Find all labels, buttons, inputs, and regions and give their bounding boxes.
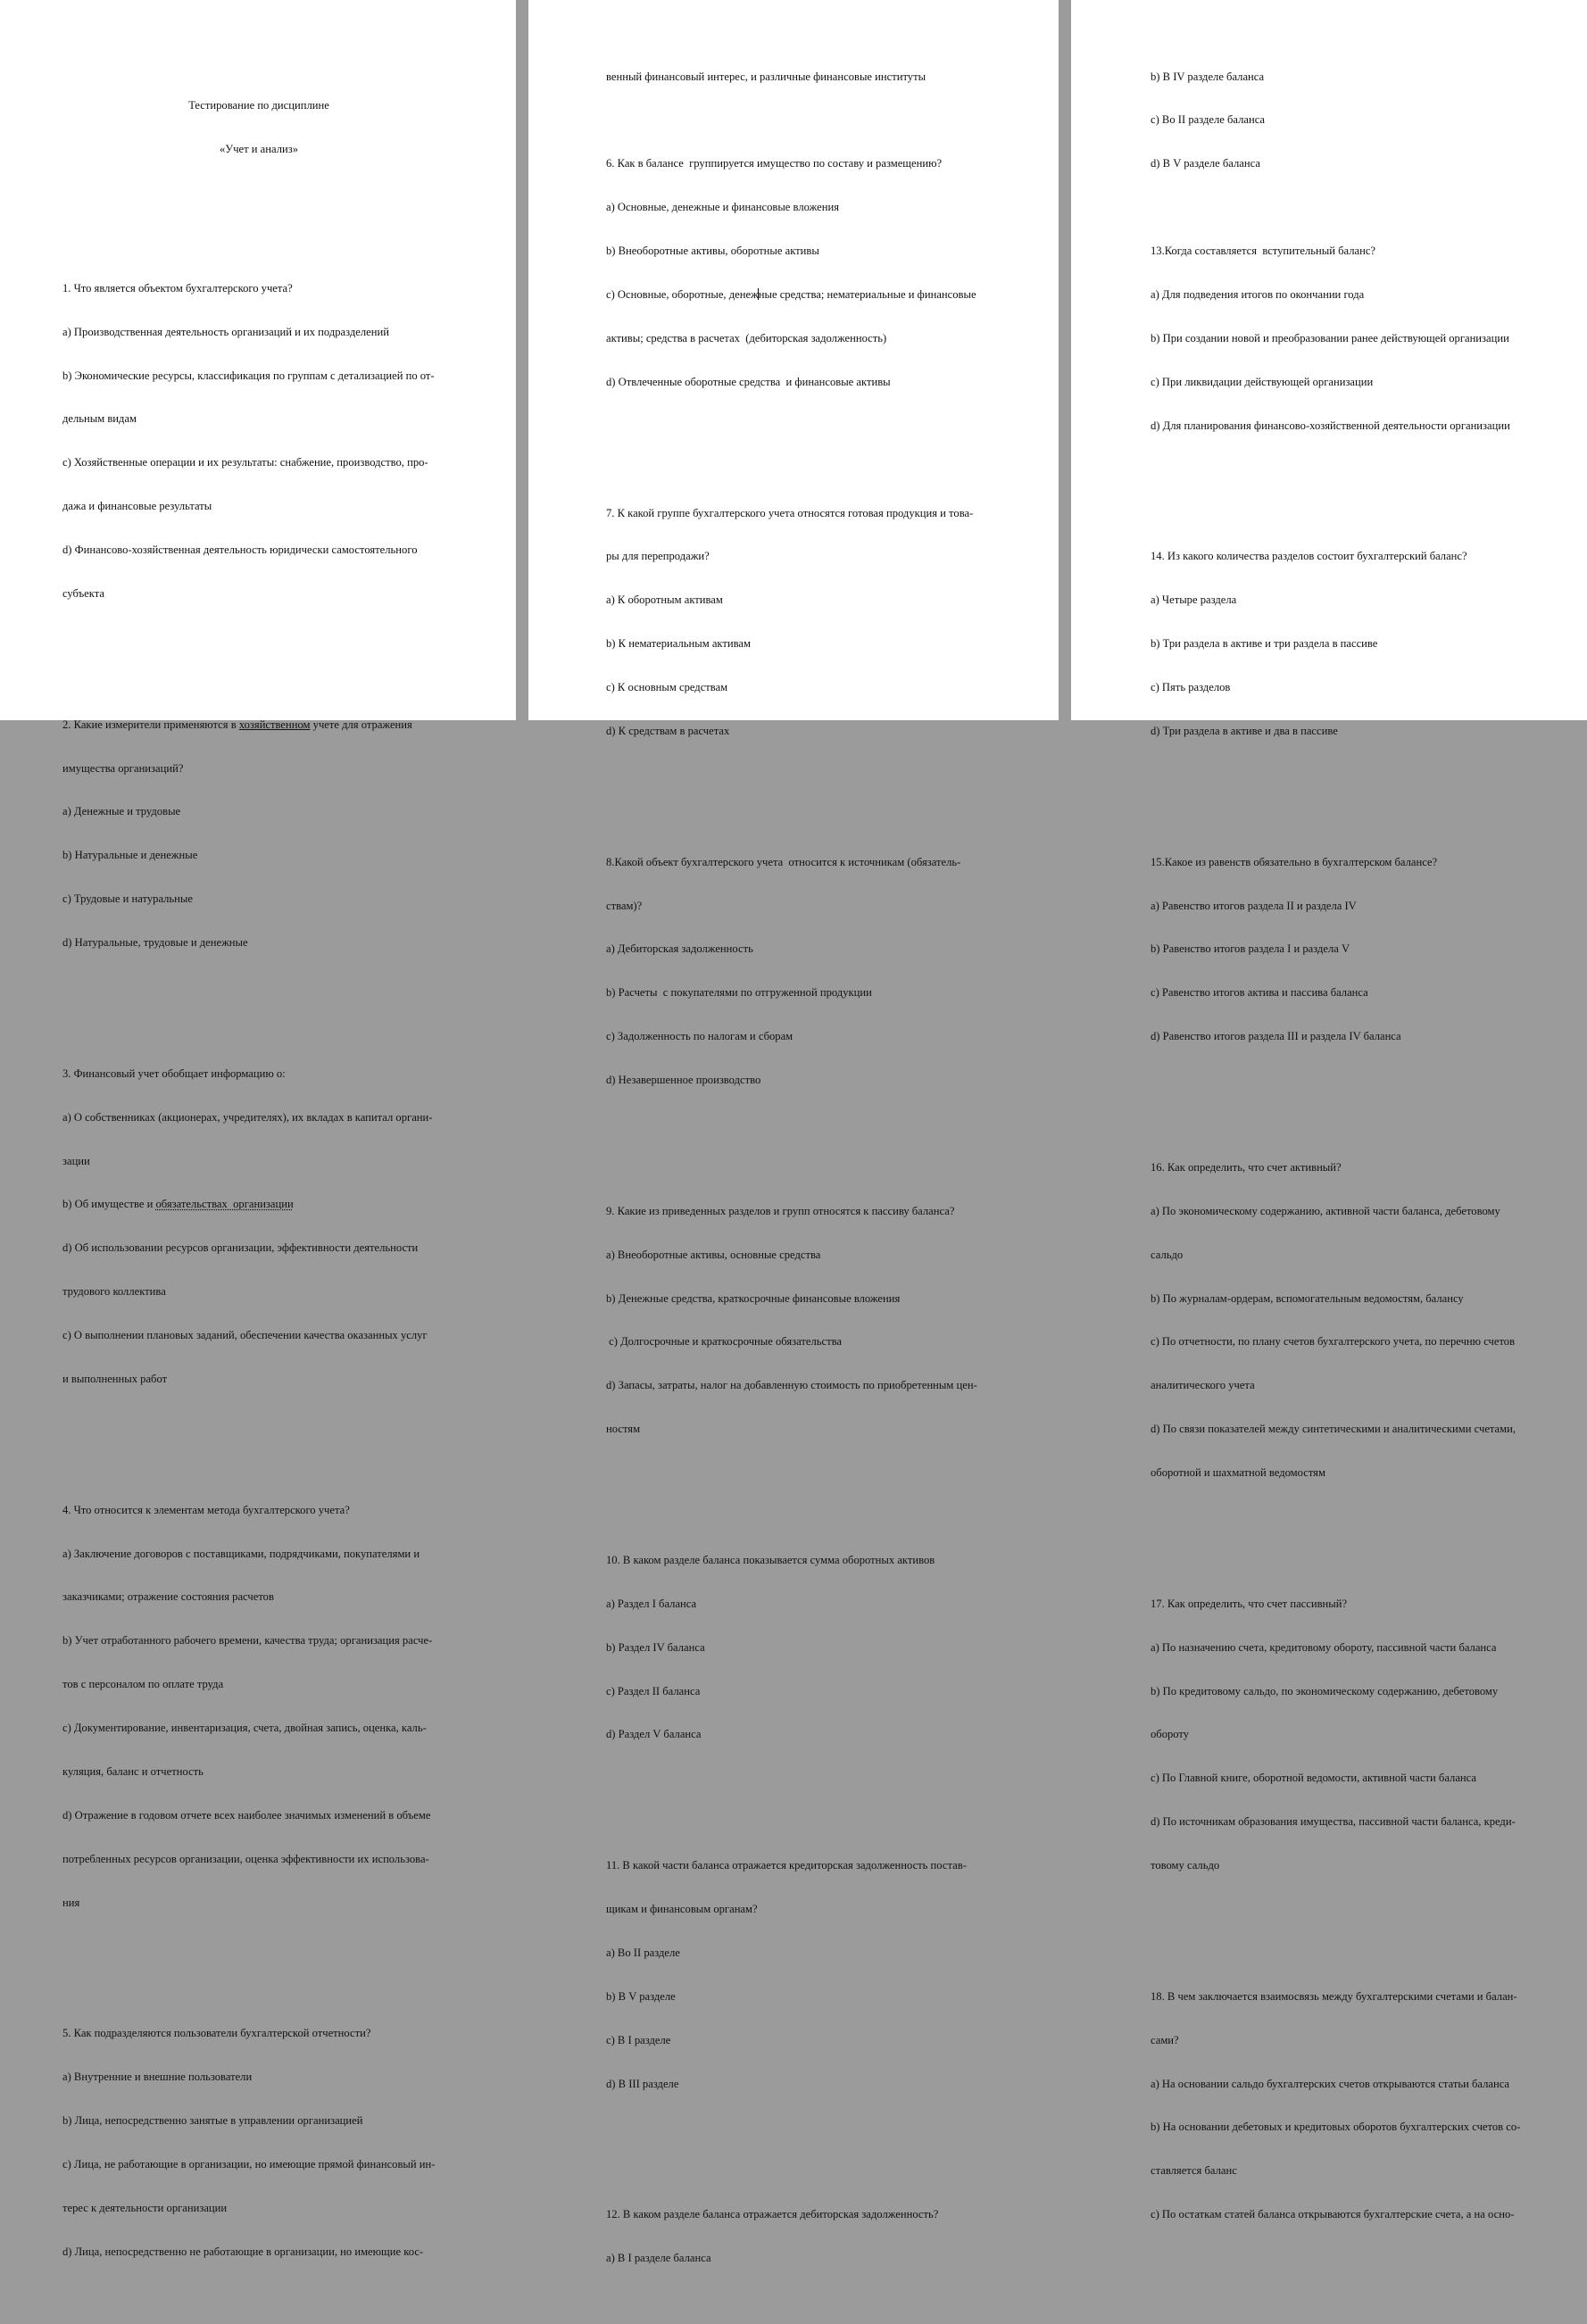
option-b: b) На основании дебетовых и кредитовых оборотов бухгалтерских счетов со- xyxy=(1151,2121,1521,2134)
option-c: c) Пять разделов xyxy=(1151,681,1231,694)
question-text-cont: имущества организаций? xyxy=(62,761,184,775)
question-18 xyxy=(1151,1960,1520,2251)
option-a: а) О собственниках (акционерах, учредителях), их вкладах в капитал органи- xyxy=(62,1110,433,1124)
question-7 xyxy=(606,477,977,768)
option-b-cont: тов с персоналом по оплате труда xyxy=(62,1678,224,1691)
question-1 xyxy=(62,252,455,630)
continued-text: венный финансовый интерес, и различные финансовые институты xyxy=(606,70,926,83)
question-2 xyxy=(62,688,455,979)
option-a: а) Денежные и трудовые xyxy=(62,805,181,818)
underlined-phrase: обязательствах организации xyxy=(155,1198,294,1211)
option-d: d) Равенство итогов раздела III и раздела IV баланса xyxy=(1151,1030,1401,1043)
option-d: d) В V разделе баланса xyxy=(1151,157,1260,170)
option-c: c) По Главной книге, оборотной ведомости, активной части баланса xyxy=(1151,1772,1476,1785)
option-a: а) На основании сальдо бухгалтерских счетов открываются статьи баланса xyxy=(1151,2077,1510,2090)
question-8 xyxy=(606,826,977,1116)
option-b: b) В IV разделе баланса xyxy=(1151,70,1265,83)
option-d: d) Три раздела в активе и два в пассиве xyxy=(1151,724,1338,737)
option-c: c) Раздел II баланса xyxy=(606,1684,701,1697)
option-a: а) К оборотным активам xyxy=(606,593,723,607)
option-d: d) Для планирования финансово-хозяйственной деятельности организации xyxy=(1151,419,1510,432)
option-a: а) Внутренние и внешние пользователи xyxy=(62,2071,253,2084)
page-1-content xyxy=(62,40,455,2317)
option-c: c) Документирование, инвентаризация, счета, двойная запись, оценка, каль- xyxy=(62,1722,427,1735)
document-page-1 xyxy=(0,0,516,2258)
option-b: b) Раздел IV баланса xyxy=(606,1640,705,1654)
option-c: c) Равенство итогов актива и пассива баланса xyxy=(1151,986,1368,1000)
option-d-cont: потребленных ресурсов организации, оценка эффективности их использова- xyxy=(62,1852,429,1865)
option-d: d) По источникам образования имущества, пассивной части баланса, креди- xyxy=(1151,1815,1516,1829)
question-6 xyxy=(606,128,977,419)
document-title xyxy=(62,70,455,186)
option-b: b) При создании новой и преобразовании ранее действующей организации xyxy=(1151,331,1509,344)
option-b: b) Учет отработанного рабочего времени, качества труда; организация расче- xyxy=(62,1634,433,1648)
option-a-cont: заказчиками; отражение состояния расчетов xyxy=(62,1590,274,1604)
option-d: d) К средствам в расчетах xyxy=(606,724,730,737)
question-17 xyxy=(1151,1567,1520,1902)
option-d: d) Отражение в годовом отчете всех наиболее значимых изменений в объеме xyxy=(62,1808,431,1822)
option-c: c) Трудовые и натуральные xyxy=(62,892,193,906)
option-d: d) Запасы, затраты, налог на добавленную стоимость по приобретенным цен- xyxy=(606,1379,977,1392)
option-d-cont: трудового коллектива xyxy=(62,1285,166,1299)
question-text-cont: ствам)? xyxy=(606,899,643,912)
option-d-cont: оборотной и шахматной ведомостям xyxy=(1151,1466,1325,1480)
option-c: c) В I разделе xyxy=(606,2033,671,2046)
question-13 xyxy=(1151,215,1520,462)
option-c-cont: дажа и финансовые результаты xyxy=(62,500,212,513)
option-a-cont: сальдо xyxy=(1151,1248,1184,1261)
underlined-word: хозяйственном xyxy=(238,718,311,731)
question-text-cont: сами? xyxy=(1151,2033,1179,2046)
option-a: а) В I разделе баланса xyxy=(606,2252,711,2265)
question-9 xyxy=(606,1174,977,1465)
option-a: а) Равенство итогов раздела II и раздела IV xyxy=(1151,899,1357,912)
option-d: d) Отвлеченные оборотные средства и финансовые активы xyxy=(606,375,891,388)
option-b: b) Лица, непосредственно занятые в управлении организацией xyxy=(62,2114,363,2128)
option-c: c) По остаткам статей баланса открываются бухгалтерские счета, а на осно- xyxy=(1151,2208,1515,2221)
option-c-cont: куляция, баланс и отчетность xyxy=(62,1765,204,1779)
option-d: d) По связи показателей между синтетическими и аналитическими счетами, xyxy=(1151,1423,1516,1436)
option-c-cont: аналитического учета xyxy=(1151,1379,1255,1392)
option-a: а) По экономическому содержанию, активной части баланса, дебетовому xyxy=(1151,1204,1500,1217)
option-b: b) Расчеты с покупателями по отгруженной продукции xyxy=(606,986,872,1000)
question-5 xyxy=(62,1997,455,2288)
option-b: b) Равенство итогов раздела I и раздела V xyxy=(1151,942,1350,956)
option-c: c) Хозяйственные операции и их результаты: снабжение, производство, про- xyxy=(62,456,428,469)
question-10 xyxy=(606,1523,977,1771)
question-text: 8.Какой объект бухгалтерского учета относится к источникам (обязатель- xyxy=(606,855,961,868)
option-b: b) К нематериальным активам xyxy=(606,637,751,651)
question-text: 10. В каком разделе баланса показывается сумма оборотных активов xyxy=(606,1553,935,1566)
document-page-3 xyxy=(1071,0,1587,2221)
option-c: c) Лица, не работающие в организации, но имеющие прямой финансовый ин- xyxy=(62,2158,436,2171)
question-text-cont: щикам и финансовым органам? xyxy=(606,1903,758,1915)
option-b: b) Три раздела в активе и три раздела в пассиве xyxy=(1151,637,1378,651)
option-c: c) К основным средствам xyxy=(606,681,728,694)
question-4 xyxy=(62,1473,455,1939)
option-b: b) По журналам-ордерам, вспомогательным ведомостям, балансу xyxy=(1151,1291,1464,1305)
option-d-cont: ния xyxy=(62,1896,80,1909)
title-line-1: Тестирование по дисциплине xyxy=(188,99,329,112)
question-text: 14. Из какого количества разделов состоит бухгалтерский баланс? xyxy=(1151,550,1467,563)
option-c: c) О выполнении плановых заданий, обеспечении качества оказанных услуг xyxy=(62,1329,428,1342)
option-b: b) Натуральные и денежные xyxy=(62,849,198,862)
option-b: b) Денежные средства, краткосрочные финансовые вложения xyxy=(606,1291,901,1305)
option-b-cont: обороту xyxy=(1151,1728,1190,1741)
question-12 xyxy=(606,2179,977,2295)
option-d-cont: ностям xyxy=(606,1423,641,1436)
option-d: d) Раздел V баланса xyxy=(606,1728,702,1741)
option-d-cont: субъекта xyxy=(62,586,104,600)
option-c: c) Во II разделе баланса xyxy=(1151,113,1266,127)
option-text-part: ные средства; нематериальные и финансовые xyxy=(758,288,976,302)
option-d: d) Об использовании ресурсов организации, эффективности деятельности xyxy=(62,1241,419,1255)
option-b-cont: дельным видам xyxy=(62,412,137,426)
question-text-part: учете для отражения xyxy=(310,718,412,731)
option-a: а) Внеоборотные активы, основные средства xyxy=(606,1248,821,1261)
option-d: d) Финансово-хозяйственная деятельность юридически самостоятельного xyxy=(62,544,418,557)
option-b-cont: ставляется баланс xyxy=(1151,2164,1237,2178)
question-14 xyxy=(1151,520,1520,768)
option-b: b) По кредитовому сальдо, по экономическому содержанию, дебетовому xyxy=(1151,1684,1499,1697)
option-d: d) В III разделе xyxy=(606,2077,679,2090)
option-c xyxy=(606,287,977,302)
question-text: 11. В какой части баланса отражается кредиторская задолженность постав- xyxy=(606,1859,967,1872)
option-b: b) В V разделе xyxy=(606,1989,676,2003)
question-text: 7. К какой группе бухгалтерского учета относятся готовая продукция и това- xyxy=(606,506,974,519)
question-15 xyxy=(1151,826,1520,1073)
question-text: 4. Что относится к элементам метода бухгалтерского учета? xyxy=(62,1503,350,1516)
option-c: c) Задолженность по налогам и сборам xyxy=(606,1030,794,1043)
option-c: c) При ликвидации действующей организации xyxy=(1151,375,1374,388)
option-d-cont: товому сальдо xyxy=(1151,1859,1220,1872)
option-a: а) Четыре раздела xyxy=(1151,593,1237,607)
page-2-content xyxy=(606,40,977,2324)
option-d: d) Лица, непосредственно не работающие в организации, но имеющие кос- xyxy=(62,2245,424,2258)
question-text-part: 2. Какие измерители применяются в xyxy=(62,718,239,731)
question-3 xyxy=(62,1037,455,1415)
option-a: а) Для подведения итогов по окончании года xyxy=(1151,288,1365,302)
question-text: 13.Когда составляется вступительный баланс? xyxy=(1151,245,1376,258)
option-text-part: b) Об имуществе и xyxy=(62,1198,156,1211)
option-c: c) По отчетности, по плану счетов бухгалтерского учета, по перечню счетов xyxy=(1151,1335,1516,1349)
question-text: 15.Какое из равенств обязательно в бухгалтерском балансе? xyxy=(1151,855,1438,868)
question-text: 3. Финансовый учет обобщает информацию о: xyxy=(62,1067,286,1080)
question-text: 12. В каком разделе баланса отражается дебиторская задолженность? xyxy=(606,2208,939,2221)
option-d: d) Незавершенное производство xyxy=(606,1074,761,1087)
option-a: а) Дебиторская задолженность xyxy=(606,942,753,956)
option-c: c) Долгосрочные и краткосрочные обязательства xyxy=(606,1335,842,1349)
option-b xyxy=(62,1197,455,1211)
option-a: а) По назначению счета, кредитовому обороту, пассивной части баланса xyxy=(1151,1640,1497,1654)
question-text: 5. Как подразделяются пользователи бухгалтерской отчетности? xyxy=(62,2027,371,2040)
document-page-2 xyxy=(528,0,1059,2265)
option-a: а) Раздел I баланса xyxy=(606,1597,697,1610)
question-text: 9. Какие из приведенных разделов и групп относятся к пассиву баланса? xyxy=(606,1204,955,1217)
question-text: 6. Как в балансе группируется имущество по составу и размещению? xyxy=(606,157,943,170)
page-3-content xyxy=(1151,40,1520,2280)
option-a: а) Производственная деятельность организаций и их подразделений xyxy=(62,325,389,338)
option-text-part: c) Основные, оборотные, денеж xyxy=(606,288,759,302)
option-a: а) Основные, денежные и финансовые вложения xyxy=(606,201,839,214)
question-text: 18. В чем заключается взаимосвязь между бухгалтерскими счетами и балан- xyxy=(1151,1989,1517,2003)
option-a: а) Во II разделе xyxy=(606,1946,680,1959)
option-c-cont: терес к деятельности организации xyxy=(62,2201,228,2214)
option-c-cont: активы; средства в расчетах (дебиторская задолженность) xyxy=(606,331,887,344)
option-b: b) Экономические ресурсы, классификация по группам с детализацией по от- xyxy=(62,369,435,382)
title-line-2: «Учет и анализ» xyxy=(219,143,298,156)
question-11 xyxy=(606,1830,977,2121)
option-a: а) Заключение договоров с поставщиками, подрядчиками, покупателями и xyxy=(62,1547,420,1560)
question-text xyxy=(62,718,455,732)
question-text: 1. Что является объектом бухгалтерского учета? xyxy=(62,281,293,295)
question-text: 16. Как определить, что счет активный? xyxy=(1151,1160,1342,1174)
question-text: 17. Как определить, что счет пассивный? xyxy=(1151,1597,1348,1610)
question-16 xyxy=(1151,1131,1520,1509)
option-c-cont: и выполненных работ xyxy=(62,1373,168,1386)
option-d: d) Натуральные, трудовые и денежные xyxy=(62,936,248,950)
option-a-cont: зации xyxy=(62,1154,90,1167)
option-b: b) Внеоборотные активы, оборотные активы xyxy=(606,245,819,258)
question-text-cont: ры для перепродажи? xyxy=(606,550,710,563)
